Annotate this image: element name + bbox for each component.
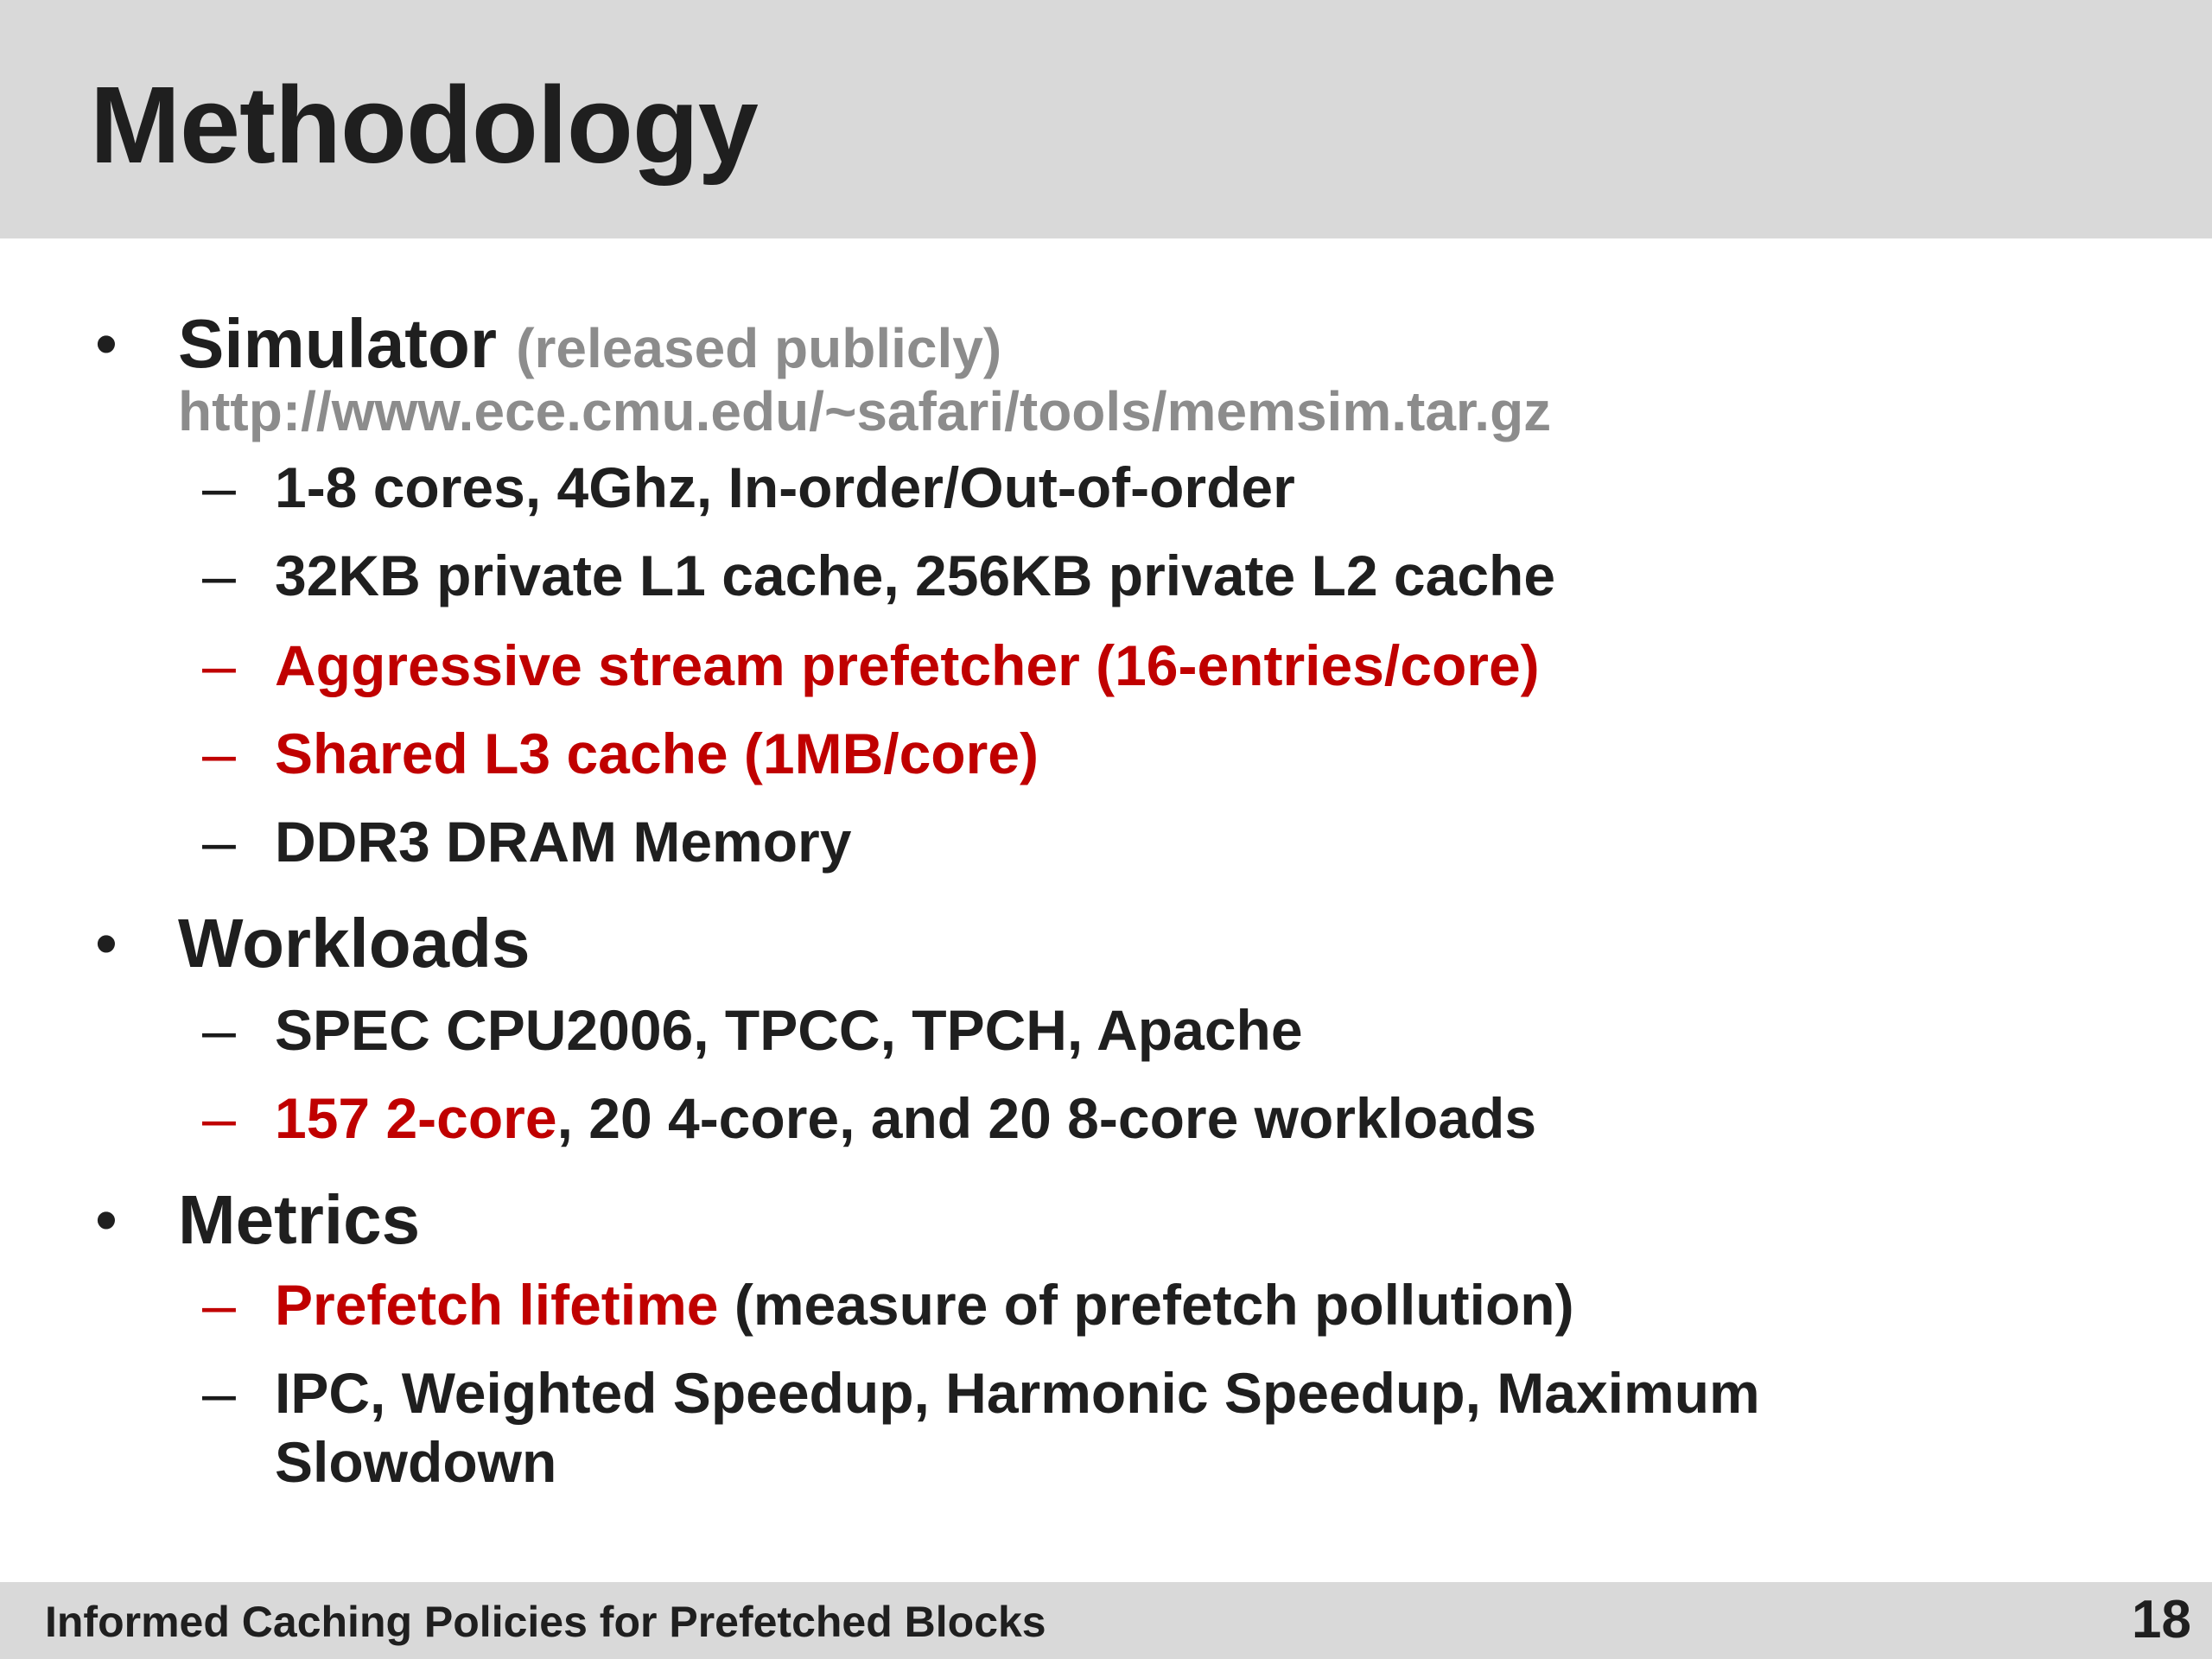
- slide-content: [0, 238, 2212, 1582]
- sub-item: DDR3 DRAM Memory: [275, 810, 852, 874]
- dash-glyph: –: [202, 1359, 236, 1427]
- footer-bar: [0, 1582, 2212, 1659]
- sub-item-line2: Slowdown: [275, 1430, 557, 1494]
- sub-item-line1: IPC, Weighted Speedup, Harmonic Speedup, Maximum: [275, 1361, 1760, 1425]
- sub-item-mixed: [275, 1082, 1536, 1154]
- sub-item: SPEC CPU2006, TPCC, TPCH, Apache: [275, 998, 1303, 1062]
- sub-item-highlight: Shared L3 cache (1MB/core): [275, 721, 1039, 785]
- footer-title: Informed Caching Policies for Prefetched Blocks: [45, 1598, 1046, 1646]
- sub-item-highlight: Aggressive stream prefetcher (16-entries/core): [275, 633, 1540, 697]
- bullet-metrics: Metrics: [178, 1181, 421, 1258]
- sub-item-rest: , 20 4-core, and 20 8-core workloads: [556, 1086, 1537, 1150]
- sub-item-highlight: 157 2-core: [275, 1086, 557, 1150]
- bullet-workloads: Workloads: [178, 905, 531, 982]
- simulator-url: http://www.ece.cmu.edu/~safari/tools/memsim.tar.gz: [178, 380, 1552, 442]
- slide-title: Methodology: [90, 64, 758, 186]
- sub-item: 32KB private L1 cache, 256KB private L2 cache: [275, 543, 1556, 607]
- dash-glyph: –: [202, 542, 236, 609]
- dash-glyph: –: [202, 454, 236, 521]
- sub-item-highlight: Prefetch lifetime: [275, 1273, 719, 1337]
- sub-item-rest: (measure of prefetch pollution): [718, 1273, 1574, 1337]
- bullet-glyph: •: [95, 308, 118, 379]
- dash-glyph: –: [202, 808, 236, 875]
- dash-glyph: –: [202, 1271, 236, 1338]
- bullet-note: (released publicly): [516, 317, 1002, 379]
- dash-glyph: –: [202, 632, 236, 699]
- dash-glyph: –: [202, 720, 236, 787]
- page-number: 18: [2132, 1590, 2191, 1649]
- sub-item: 1-8 cores, 4Ghz, In-order/Out-of-order: [275, 455, 1295, 519]
- dash-glyph: –: [202, 1084, 236, 1152]
- dash-glyph: –: [202, 996, 236, 1064]
- title-bar: [0, 0, 2212, 238]
- bullet-glyph: •: [95, 1184, 118, 1255]
- bullet-label: Simulator: [178, 305, 497, 382]
- sub-item-mixed: [275, 1268, 1574, 1341]
- bullet-glyph: •: [95, 907, 118, 979]
